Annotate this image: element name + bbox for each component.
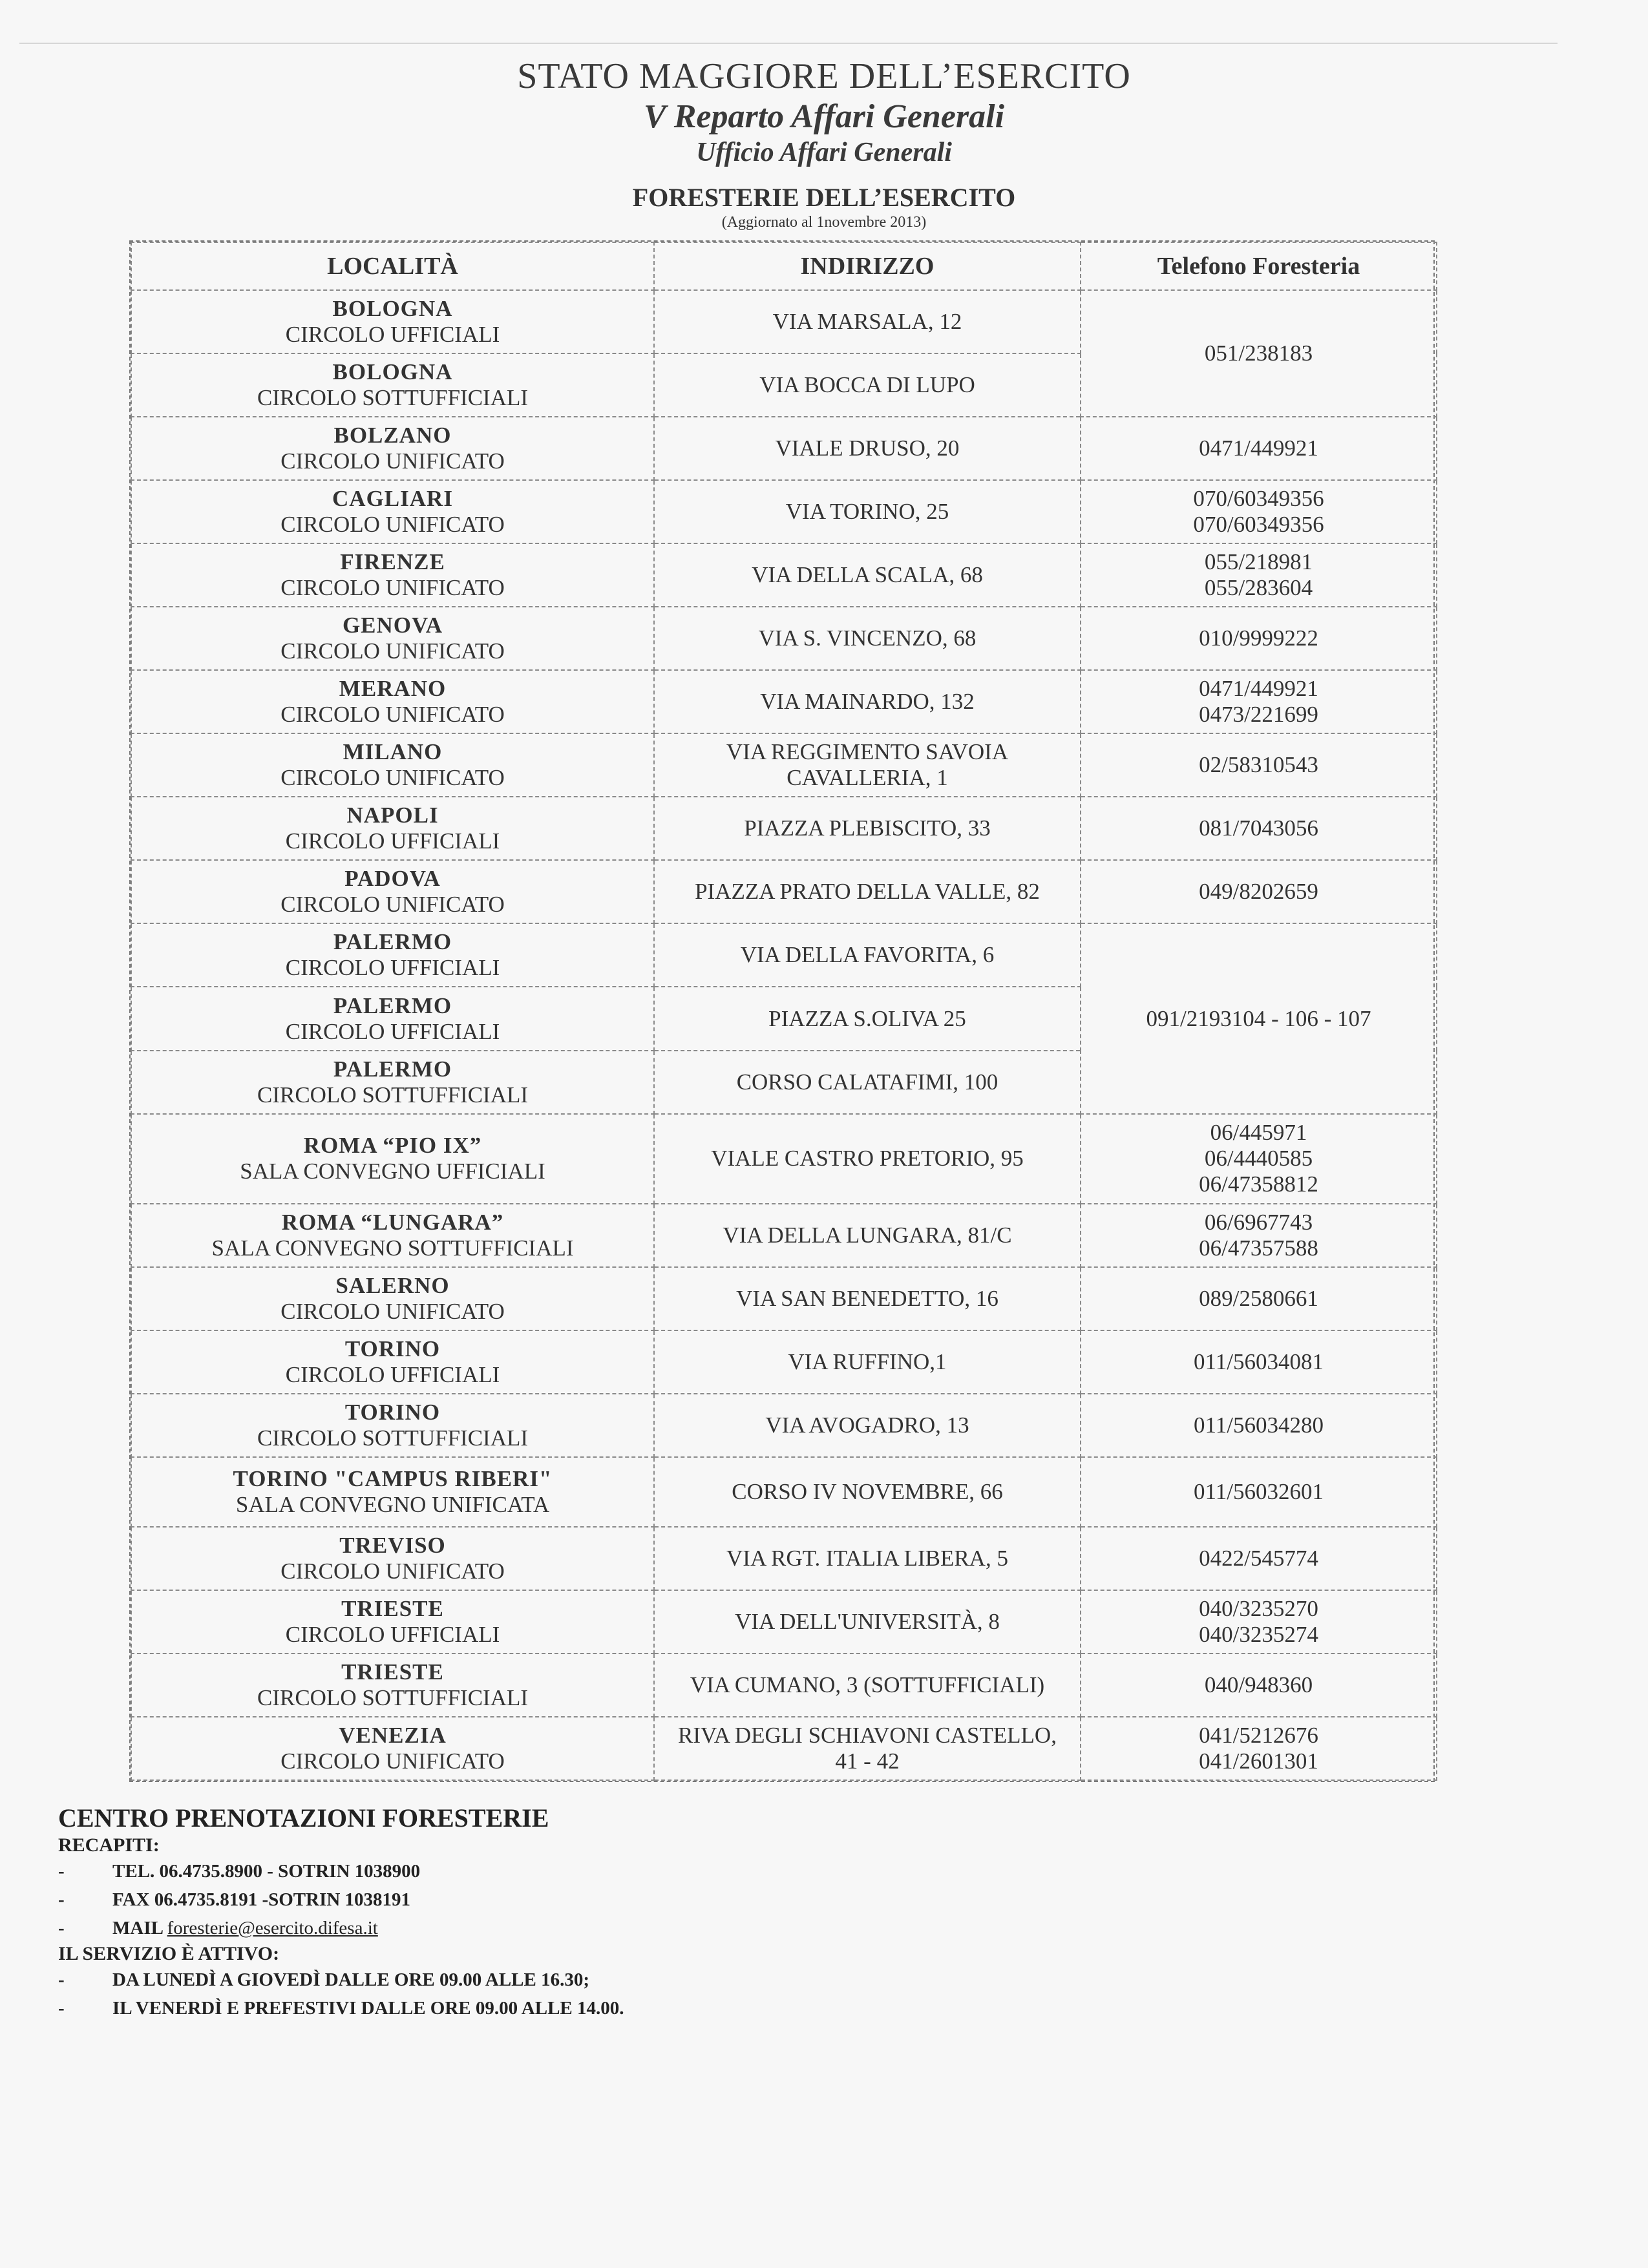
address-line: VIA REGGIMENTO SAVOIA (726, 739, 1009, 765)
location-cell (131, 1267, 654, 1330)
contact-mail (58, 1914, 624, 1942)
address-cell (654, 1717, 1081, 1780)
address-cell: PIAZZA PLEBISCITO, 33 (654, 797, 1081, 860)
phone-number: 070/60349356 (1193, 486, 1324, 512)
club-type: CIRCOLO UNIFICATO (280, 1299, 505, 1325)
table-row (131, 1267, 1437, 1330)
phone-number: 040/3235270 (1199, 1595, 1318, 1621)
club-type: CIRCOLO UNIFICATO (280, 512, 505, 538)
location-cell (131, 543, 654, 607)
club-type: CIRCOLO UNIFICATO (280, 1558, 505, 1584)
address-cell: VIALE DRUSO, 20 (654, 417, 1081, 480)
table-row (131, 733, 1437, 797)
city-name: TRIESTE (341, 1595, 444, 1621)
phone-number: 041/2601301 (1199, 1748, 1318, 1774)
top-divider (19, 43, 1558, 44)
list-dash: - (58, 1861, 65, 1882)
city-name: TORINO (344, 1336, 441, 1362)
phone-cell (1081, 1204, 1437, 1267)
address-cell: PIAZZA PRATO DELLA VALLE, 82 (654, 860, 1081, 923)
phone-cell: 040/948360 (1081, 1654, 1437, 1717)
address-cell: VIA BOCCA DI LUPO (654, 353, 1081, 417)
club-type: CIRCOLO UFFICIALI (285, 955, 500, 981)
address-cell: CORSO IV NOVEMBRE, 66 (654, 1457, 1081, 1526)
table-row (131, 1590, 1437, 1654)
phone-cell (1081, 1114, 1437, 1204)
document-header (0, 55, 1648, 232)
location-cell (131, 987, 654, 1050)
club-type: SALA CONVEGNO UNIFICATA (235, 1491, 550, 1517)
phone-number: 055/283604 (1204, 575, 1313, 601)
table-row (131, 1394, 1437, 1457)
phone-cell: 089/2580661 (1081, 1267, 1437, 1330)
address-cell: VIA DELL'UNIVERSITÀ, 8 (654, 1590, 1081, 1654)
city-name: PALERMO (333, 1056, 452, 1082)
address-cell: VIA CUMANO, 3 (SOTTUFFICIALI) (654, 1654, 1081, 1717)
address-cell: PIAZZA S.OLIVA 25 (654, 987, 1081, 1050)
service-label: IL SERVIZIO È ATTIVO: (58, 1943, 280, 1964)
phone-cell (1081, 1717, 1437, 1780)
city-name: FIRENZE (340, 549, 445, 575)
phone-cell: 010/9999222 (1081, 607, 1437, 670)
city-name: PADOVA (344, 866, 441, 892)
phone-number: 06/47358812 (1199, 1171, 1318, 1197)
phone-cell: 02/58310543 (1081, 733, 1437, 797)
location-cell (131, 1330, 654, 1394)
foresterie-table (129, 240, 1435, 1782)
phone-cell (1081, 670, 1437, 733)
location-cell (131, 1654, 654, 1717)
phone-number: 0473/221699 (1199, 702, 1318, 728)
hours-weekdays (58, 1966, 624, 1994)
phone-number: 041/5212676 (1199, 1722, 1318, 1748)
city-name: CAGLIARI (332, 486, 453, 512)
location-cell (131, 290, 654, 353)
location-cell (131, 1394, 654, 1457)
city-name: PALERMO (333, 929, 452, 955)
phone-number: 070/60349356 (1193, 512, 1324, 538)
address-cell: VIA TORINO, 25 (654, 480, 1081, 543)
club-type: CIRCOLO UNIFICATO (280, 765, 505, 791)
phone-cell: 011/56034280 (1081, 1394, 1437, 1457)
phone-cell (1081, 1590, 1437, 1654)
location-cell (131, 353, 654, 417)
update-note: (Aggiornato al 1novembre 2013) (721, 214, 927, 231)
phone-cell: 049/8202659 (1081, 860, 1437, 923)
city-name: VENEZIA (339, 1722, 447, 1748)
city-name: GENOVA (342, 613, 443, 638)
header-office: Ufficio Affari Generali (696, 138, 952, 167)
address-cell: VIA DELLA SCALA, 68 (654, 543, 1081, 607)
table-row (131, 923, 1437, 987)
hours-text: IL VENERDÌ E PREFESTIVI DALLE ORE 09.00 ALLE 14.00. (112, 1998, 624, 2019)
club-type: CIRCOLO SOTTUFFICIALI (257, 1425, 529, 1451)
table-row (131, 1717, 1437, 1780)
phone-cell (1081, 480, 1437, 543)
address-cell: VIA MAINARDO, 132 (654, 670, 1081, 733)
city-name: BOLOGNA (332, 359, 453, 384)
table-row (131, 417, 1437, 480)
table-row (131, 1114, 1437, 1204)
list-dash: - (58, 1918, 65, 1938)
column-header-telefono: Telefono Foresteria (1081, 242, 1437, 290)
club-type: CIRCOLO UNIFICATO (280, 638, 505, 664)
mail-label: MAIL (112, 1918, 163, 1938)
address-cell: VIA DELLA LUNGARA, 81/C (654, 1204, 1081, 1267)
hours-text: DA LUNEDÌ A GIOVEDÌ DALLE ORE 09.00 ALLE 16.30; (112, 1969, 590, 1990)
table-row (131, 797, 1437, 860)
header-title: STATO MAGGIORE DELL’ESERCITO (517, 56, 1131, 96)
phone-cell: 011/56032601 (1081, 1457, 1437, 1526)
city-name: SALERNO (335, 1273, 450, 1299)
address-line: 41 - 42 (835, 1748, 900, 1774)
address-cell: VIA SAN BENEDETTO, 16 (654, 1267, 1081, 1330)
location-cell (131, 1590, 654, 1654)
phone-cell: 0471/449921 (1081, 417, 1437, 480)
mail-link[interactable]: foresterie@esercito.difesa.it (167, 1918, 378, 1938)
city-name: NAPOLI (346, 803, 439, 828)
list-dash: - (58, 1998, 65, 2019)
hours-friday (58, 1994, 624, 2022)
location-cell (131, 797, 654, 860)
column-header-indirizzo: INDIRIZZO (654, 242, 1081, 290)
table-row (131, 1330, 1437, 1394)
location-cell (131, 733, 654, 797)
column-header-localita: LOCALITÀ (131, 242, 654, 290)
location-cell (131, 1051, 654, 1114)
table-row (131, 860, 1437, 923)
contact-tel (58, 1857, 624, 1885)
address-cell: VIA S. VINCENZO, 68 (654, 607, 1081, 670)
city-name: TORINO (344, 1400, 441, 1425)
phone-cell: 011/56034081 (1081, 1330, 1437, 1394)
phone-number: 040/3235274 (1199, 1621, 1318, 1647)
address-cell: VIA RGT. ITALIA LIBERA, 5 (654, 1527, 1081, 1590)
city-name: MERANO (339, 676, 447, 702)
address-cell: VIA AVOGADRO, 13 (654, 1394, 1081, 1457)
location-cell (131, 1204, 654, 1267)
club-type: CIRCOLO SOTTUFFICIALI (257, 1082, 529, 1108)
city-name: TREVISO (339, 1532, 446, 1558)
location-cell (131, 1717, 654, 1780)
club-type: CIRCOLO SOTTUFFICIALI (257, 384, 529, 410)
document-title: FORESTERIE DELL’ESERCITO (632, 183, 1016, 212)
address-line: RIVA DEGLI SCHIAVONI CASTELLO, (678, 1722, 1057, 1748)
table-row (131, 1527, 1437, 1590)
table-row (131, 290, 1437, 353)
table-row (131, 670, 1437, 733)
address-line: CAVALLERIA, 1 (787, 765, 948, 791)
booking-center-info (58, 1803, 624, 2022)
phone-cell (1081, 543, 1437, 607)
city-name: TRIESTE (341, 1659, 444, 1685)
table-row (131, 1457, 1437, 1526)
location-cell (131, 607, 654, 670)
club-type: CIRCOLO UFFICIALI (285, 1018, 500, 1044)
address-cell: VIA RUFFINO,1 (654, 1330, 1081, 1394)
address-cell: VIA DELLA FAVORITA, 6 (654, 923, 1081, 987)
list-dash: - (58, 1889, 65, 1910)
location-cell (131, 480, 654, 543)
city-name: ROMA “PIO IX” (303, 1133, 482, 1159)
fax-text: FAX 06.4735.8191 -SOTRIN 1038191 (112, 1889, 411, 1910)
address-cell: CORSO CALATAFIMI, 100 (654, 1051, 1081, 1114)
contact-fax (58, 1885, 624, 1914)
city-name: MILANO (343, 739, 443, 765)
table-row (131, 607, 1437, 670)
club-type: CIRCOLO UNIFICATO (280, 448, 505, 474)
city-name: ROMA “LUNGARA” (281, 1210, 504, 1235)
club-type: CIRCOLO UFFICIALI (285, 1362, 500, 1388)
table-row (131, 1654, 1437, 1717)
table-row (131, 1204, 1437, 1267)
contacts-label: RECAPITI: (58, 1834, 160, 1856)
phone-number: 055/218981 (1204, 549, 1313, 575)
location-cell (131, 1457, 654, 1526)
phone-cell: 081/7043056 (1081, 797, 1437, 860)
tel-text: TEL. 06.4735.8900 - SOTRIN 1038900 (112, 1861, 421, 1882)
club-type: CIRCOLO UFFICIALI (285, 1621, 500, 1647)
address-cell: VIALE CASTRO PRETORIO, 95 (654, 1114, 1081, 1204)
city-name: BOLZANO (333, 422, 452, 448)
club-type: CIRCOLO UNIFICATO (280, 702, 505, 728)
city-name: BOLOGNA (332, 295, 453, 321)
location-cell (131, 860, 654, 923)
club-type: CIRCOLO UNIFICATO (280, 1748, 505, 1774)
header-department: V Reparto Affari Generali (643, 98, 1005, 135)
address-cell (654, 733, 1081, 797)
phone-cell: 051/238183 (1081, 290, 1437, 417)
phone-number: 06/4440585 (1204, 1146, 1313, 1171)
location-cell (131, 1114, 654, 1204)
phone-cell: 0422/545774 (1081, 1527, 1437, 1590)
club-type: CIRCOLO UFFICIALI (285, 321, 500, 347)
phone-number: 0471/449921 (1199, 676, 1318, 702)
table-header-row (131, 242, 1437, 290)
address-cell: VIA MARSALA, 12 (654, 290, 1081, 353)
club-type: CIRCOLO UFFICIALI (285, 828, 500, 854)
club-type: SALA CONVEGNO SOTTUFFICIALI (211, 1235, 574, 1261)
booking-center-title: CENTRO PRENOTAZIONI FORESTERIE (58, 1803, 549, 1832)
club-type: CIRCOLO SOTTUFFICIALI (257, 1685, 529, 1710)
location-cell (131, 1527, 654, 1590)
phone-number: 06/6967743 (1204, 1210, 1313, 1235)
table-row (131, 543, 1437, 607)
list-dash: - (58, 1969, 65, 1990)
phone-cell: 091/2193104 - 106 - 107 (1081, 923, 1437, 1113)
club-type: SALA CONVEGNO UFFICIALI (240, 1159, 545, 1184)
location-cell (131, 670, 654, 733)
phone-number: 06/47357588 (1199, 1235, 1318, 1261)
club-type: CIRCOLO UNIFICATO (280, 575, 505, 601)
club-type: CIRCOLO UNIFICATO (280, 892, 505, 918)
city-name: TORINO "CAMPUS RIBERI" (233, 1465, 553, 1491)
city-name: PALERMO (333, 992, 452, 1018)
location-cell (131, 417, 654, 480)
phone-number: 06/445971 (1210, 1120, 1307, 1146)
location-cell (131, 923, 654, 987)
table-row (131, 480, 1437, 543)
